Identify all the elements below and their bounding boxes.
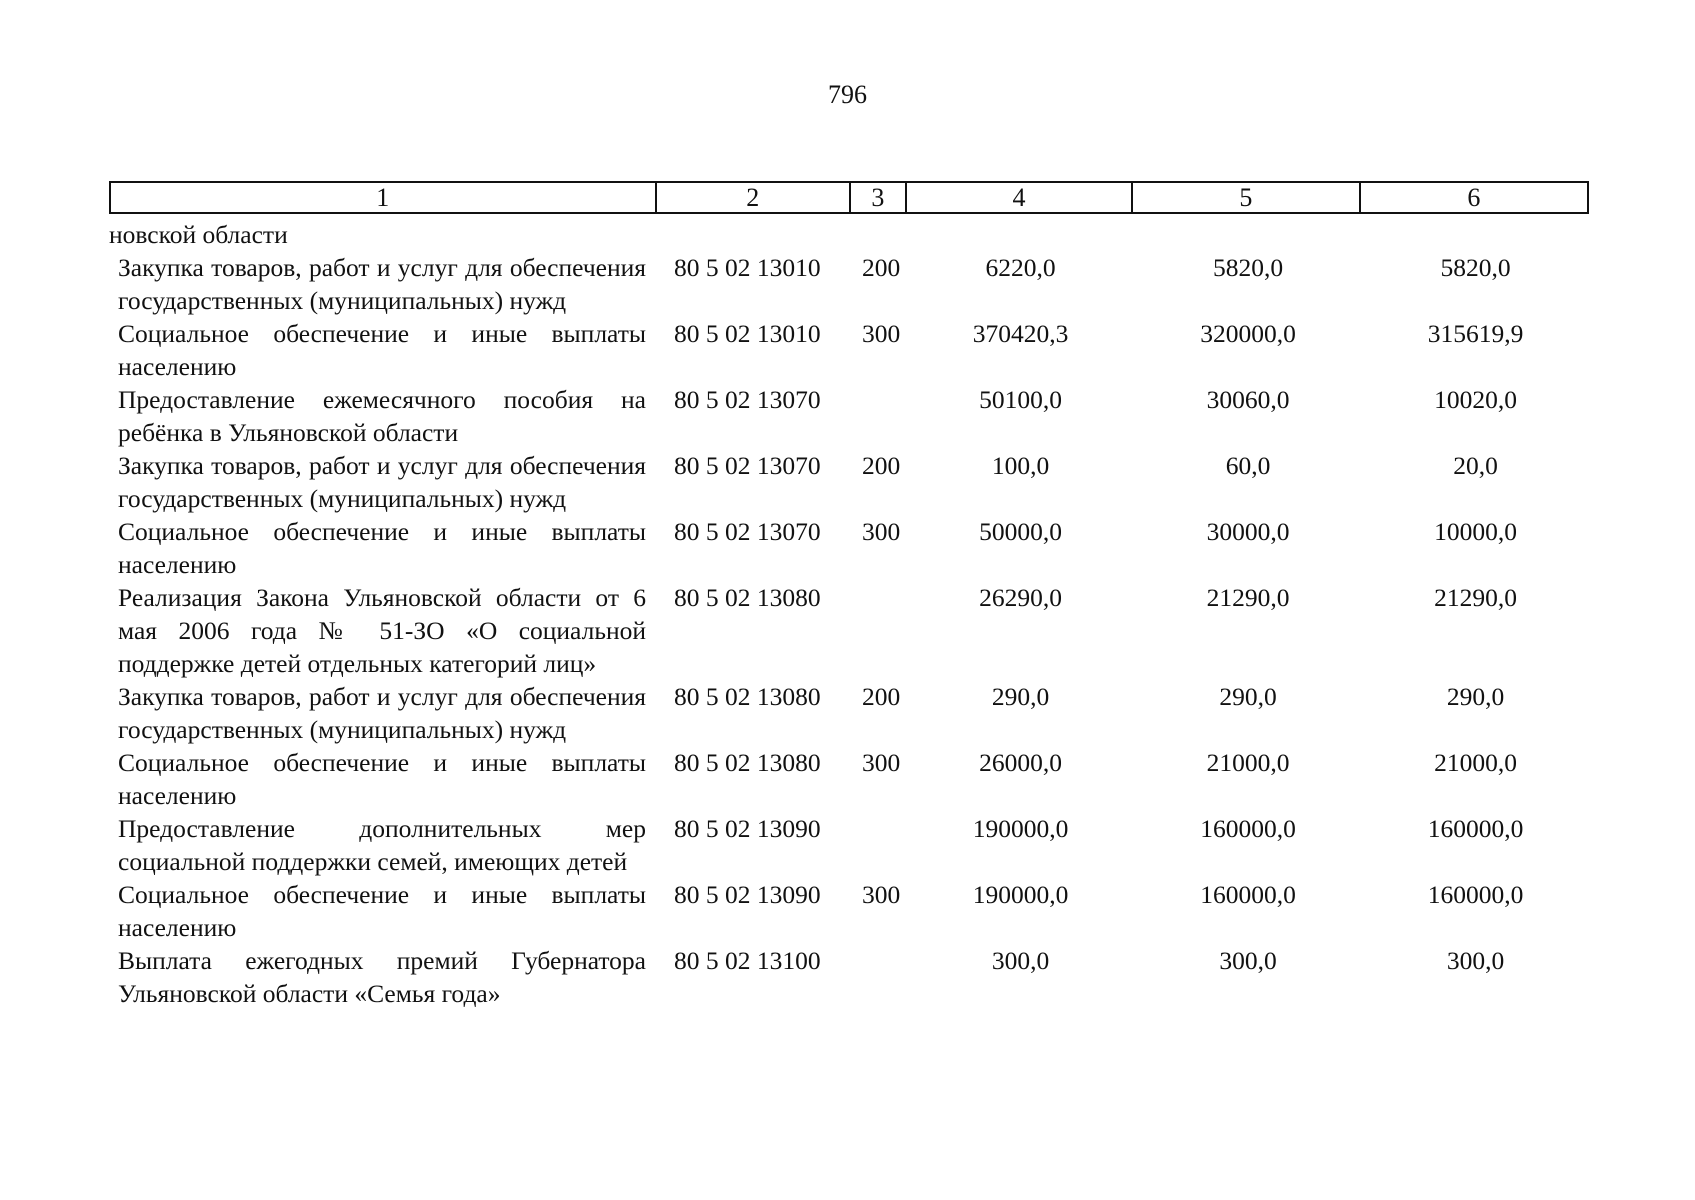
row-value-6: 160000,0	[1427, 880, 1524, 909]
row-value-5: 21290,0	[1206, 583, 1290, 612]
column-header-1: 1	[111, 183, 657, 212]
row-name: новской области	[109, 220, 288, 249]
row-code: 80 5 02 13070	[674, 451, 821, 480]
row-value-4: 370420,3	[972, 319, 1069, 348]
row-code: 80 5 02 13080	[674, 583, 821, 612]
table-row	[109, 878, 1589, 944]
row-value-5: 21000,0	[1206, 748, 1290, 777]
row-name: Реализация Закона Ульяновской области от 6 мая 2006 года № 51-ЗО «О социальной поддержке детей отдельных категорий лиц»	[118, 583, 646, 678]
row-type: 200	[862, 253, 901, 282]
table-row	[109, 317, 1589, 383]
row-value-4: 50000,0	[979, 517, 1062, 546]
table-body	[109, 218, 1589, 1010]
row-type: 300	[862, 880, 901, 909]
row-value-4: 290,0	[991, 682, 1050, 711]
row-code: 80 5 02 13090	[674, 814, 821, 843]
column-header-6: 6	[1467, 182, 1481, 212]
page-number-text: 796	[828, 80, 867, 109]
row-value-4: 300,0	[991, 946, 1050, 975]
row-value-5: 30000,0	[1206, 517, 1290, 546]
row-value-5: 60,0	[1225, 451, 1271, 480]
table-row	[109, 383, 1589, 449]
row-value-5: 320000,0	[1200, 319, 1296, 348]
row-value-6: 21000,0	[1434, 748, 1517, 777]
row-code: 80 5 02 13010	[674, 253, 821, 282]
row-name: Предоставление ежемесячного пособия на ребёнка в Ульяновской области	[118, 385, 646, 447]
table-row	[109, 944, 1589, 1010]
row-type: 200	[862, 682, 901, 711]
row-name: Закупка товаров, работ и услуг для обеспечения государственных (муниципальных) нужд	[118, 253, 646, 315]
row-value-5: 160000,0	[1200, 880, 1296, 909]
row-name: Социальное обеспечение и иные выплаты населению	[118, 748, 646, 810]
row-value-5: 30060,0	[1206, 385, 1290, 414]
row-code: 80 5 02 13010	[674, 319, 821, 348]
table-row	[109, 218, 1589, 251]
table-row	[109, 746, 1589, 812]
table-header	[109, 181, 1589, 214]
row-value-4: 26290,0	[979, 583, 1062, 612]
row-type: 200	[862, 451, 901, 480]
row-name: Социальное обеспечение и иные выплаты населению	[118, 517, 646, 579]
row-value-5: 160000,0	[1200, 814, 1296, 843]
row-value-4: 26000,0	[979, 748, 1062, 777]
table-row	[109, 812, 1589, 878]
row-value-6: 20,0	[1453, 451, 1498, 480]
row-value-6: 5820,0	[1440, 253, 1511, 282]
row-code: 80 5 02 13070	[674, 385, 821, 414]
row-value-6: 21290,0	[1434, 583, 1517, 612]
column-header-2: 2	[657, 183, 851, 212]
table-row	[109, 581, 1589, 680]
row-type: 300	[862, 517, 901, 546]
row-value-5: 300,0	[1219, 946, 1277, 975]
row-code: 80 5 02 13090	[674, 880, 821, 909]
row-value-6: 290,0	[1446, 682, 1505, 711]
row-value-5: 290,0	[1219, 682, 1277, 711]
row-value-6: 10000,0	[1434, 517, 1517, 546]
row-code: 80 5 02 13100	[674, 946, 821, 975]
row-type: 300	[862, 319, 901, 348]
column-header-3: 3	[851, 183, 907, 212]
page-number	[0, 80, 1695, 110]
row-value-4: 190000,0	[972, 880, 1069, 909]
table-row	[109, 680, 1589, 746]
row-value-4: 50100,0	[979, 385, 1062, 414]
table-row	[109, 449, 1589, 515]
row-name: Социальное обеспечение и иные выплаты населению	[118, 319, 646, 381]
row-code: 80 5 02 13070	[674, 517, 821, 546]
table-row	[109, 515, 1589, 581]
row-type: 300	[862, 748, 901, 777]
row-value-4: 100,0	[991, 451, 1050, 480]
table-row	[109, 251, 1589, 317]
row-value-6: 315619,9	[1427, 319, 1524, 348]
row-code: 80 5 02 13080	[674, 748, 821, 777]
row-value-4: 190000,0	[972, 814, 1069, 843]
row-value-6: 10020,0	[1434, 385, 1517, 414]
row-name: Социальное обеспечение и иные выплаты населению	[118, 880, 646, 942]
row-name: Выплата ежегодных премий Губернатора Ульяновской области «Семья года»	[118, 946, 646, 1008]
row-value-5: 5820,0	[1212, 253, 1284, 282]
row-name: Предоставление дополнительных мер социальной поддержки семей, имеющих детей	[118, 814, 646, 876]
row-name: Закупка товаров, работ и услуг для обеспечения государственных (муниципальных) нужд	[118, 451, 646, 513]
column-header-4: 4	[907, 183, 1133, 212]
row-value-6: 160000,0	[1427, 814, 1524, 843]
row-value-4: 6220,0	[985, 253, 1056, 282]
row-code: 80 5 02 13080	[674, 682, 821, 711]
row-name: Закупка товаров, работ и услуг для обеспечения государственных (муниципальных) нужд	[118, 682, 646, 744]
row-value-6: 300,0	[1446, 946, 1505, 975]
column-header-5: 5	[1133, 183, 1360, 212]
